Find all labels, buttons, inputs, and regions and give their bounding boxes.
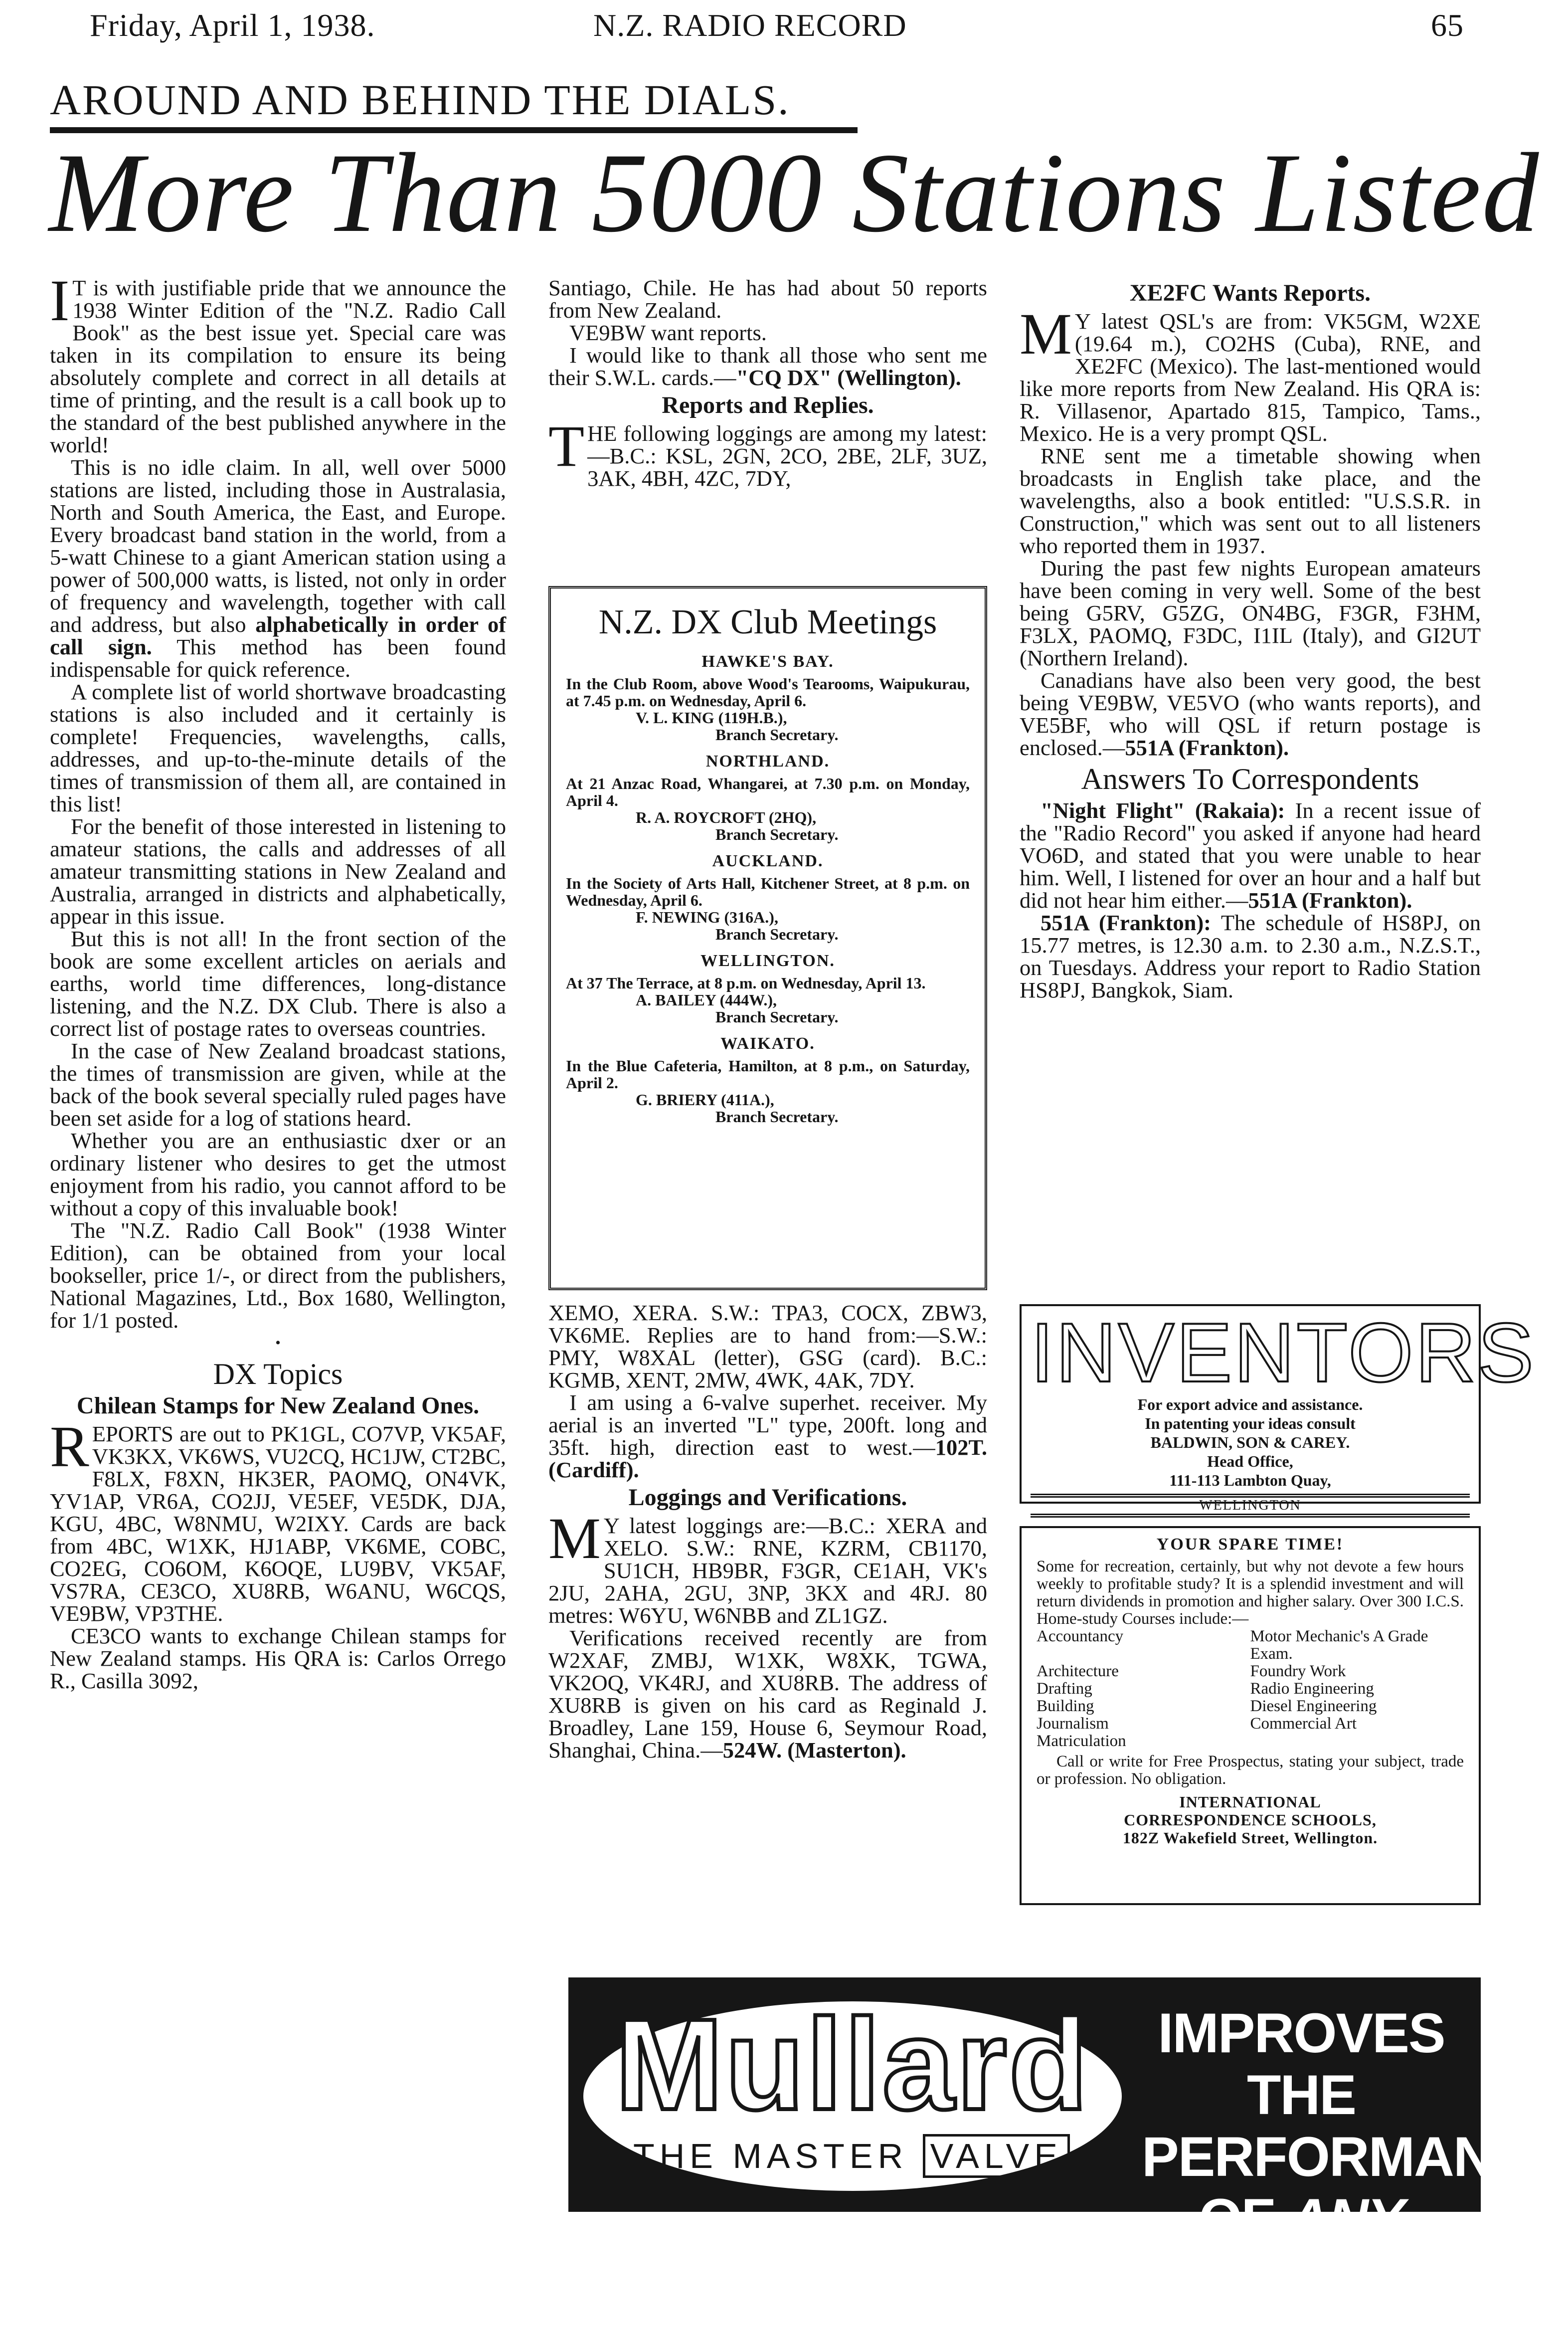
meeting-secretary: F. NEWING (316A.), <box>636 908 778 926</box>
meeting-hawkes-bay <box>566 652 970 743</box>
ad-title: INVENTORS <box>1031 1306 1536 1399</box>
course-item: Building <box>1037 1697 1094 1715</box>
mullard-slogan <box>1142 2002 1568 2312</box>
paragraph <box>50 456 506 681</box>
mullard-tagline <box>633 2136 1082 2176</box>
issue-date: Friday, April 1, 1938. <box>90 7 375 43</box>
meeting-secretary: R. A. ROYCROFT (2HQ), <box>636 808 817 826</box>
ad-city: WELLINGTON <box>1031 1494 1470 1518</box>
ad-line: In patenting your ideas consult <box>1145 1414 1356 1432</box>
box-title: N.Z. DX Club Meetings <box>598 603 937 641</box>
meeting-region: AUCKLAND. <box>712 852 824 870</box>
column-2-bottom <box>548 1302 987 1761</box>
dropcap: R <box>50 1414 89 1479</box>
dropcap: I <box>50 268 70 333</box>
meeting-region: HAWKE'S BAY. <box>701 652 834 671</box>
paragraph-bold: alphabetically in order of call sign. <box>50 612 507 659</box>
column-3 <box>1020 277 1481 1001</box>
meeting-secretary: A. BAILEY (444W.), <box>636 991 777 1009</box>
paragraph <box>1020 912 1481 1001</box>
meeting-wellington <box>566 952 970 1025</box>
paragraph-text: HE following loggings are among my latest:—B.C.: KSL, 2GN, 2CO, 2BE, 2LF, 3UZ, 3AK, 4BH, 4ZC, 7DY, <box>587 421 987 491</box>
mullard-ad <box>568 1977 1568 2312</box>
ad-office: Head Office, <box>1207 1452 1293 1470</box>
paragraph <box>548 413 987 491</box>
publication-name: N.Z. RADIO RECORD <box>593 7 907 43</box>
paragraph <box>50 1414 506 1626</box>
dropcap: M <box>1020 301 1072 367</box>
slogan-line: IMPROVES THE <box>1158 2002 1445 2126</box>
course-item: Radio Engineering <box>1250 1680 1374 1698</box>
ad-body: Some for recreation, certainly, but why not devote a few hours weekly to profitable study? It is a splendid investment and will return dividends in promotion and higher salary. Over 300 I.C.S. Home-study Courses include:— <box>1037 1558 1464 1628</box>
ad-call: Call or write for Free Prospectus, stating your subject, trade or profession. No obligation. <box>1037 1753 1464 1788</box>
slogan-word: ANY <box>1289 2187 1404 2250</box>
paragraph-text: In a recent issue of the "Radio Record" you asked if anyone had heard VO6D, and stated that you were unable to hear him. Well, I listened for over an hour and a half but did not hear him either.— <box>1020 798 1481 913</box>
course-item: Motor Mechanic's A Grade Exam. <box>1250 1627 1428 1663</box>
ad-firm: BALDWIN, SON & CAREY. <box>1150 1433 1350 1451</box>
headline: More Than 5000 Stations Listed <box>49 130 1540 256</box>
signature: "CQ DX" (Wellington). <box>736 365 961 390</box>
paragraph <box>548 1627 987 1761</box>
paragraph: In the case of New Zealand broadcast stations, the times of transmission are given, while at the back of the book several specially ruled pages have been set aside for a log of stations heard. <box>50 1038 506 1131</box>
slogan-word: OF <box>1199 2187 1274 2250</box>
column-1 <box>50 268 507 1693</box>
paragraph: XEMO, XERA. S.W.: TPA3, COCX, ZBW3, VK6ME. Replies are to hand from:—S.W.: PMY, W8XAL (letter), GSG (card). B.C.: KGMB, XENT, 2MW, 4WK, 4AK, 7DY. <box>548 1300 987 1392</box>
paragraph <box>548 344 987 389</box>
meeting-role: Branch Secretary. <box>715 1008 839 1026</box>
meeting-role: Branch Secretary. <box>715 925 839 943</box>
paragraph-text: Canadians have also been very good, the best being VE9BW, VE5VO (who wants reports), and VE5BF, who will QSL if return postage is enclosed.— <box>1020 668 1481 760</box>
slogan-line: PERFORMANCE <box>1142 2126 1568 2188</box>
signature: 551A (Frankton). <box>1125 735 1289 760</box>
paragraph <box>1020 301 1481 446</box>
course-item: Foundry Work <box>1250 1662 1346 1680</box>
paragraph: T is with justifiable pride that we announce the 1938 Winter Edition of the "N.Z. Radio Call Book" as the best issue yet. Special care was taken in its compilation to ensure its being absolutely complete and correct in all details at time of printing, and the result is a call book up to the standard of the best published anywhere in the world! <box>50 275 506 457</box>
paragraph-text: The schedule of HS8PJ, on 15.77 metres, is 12.30 a.m. to 2.30 a.m., N.Z.S.T., on Tuesdays. Address your report to Radio Station HS8PJ, Bangkok, Siam. <box>1020 910 1481 1002</box>
course-item: Matriculation <box>1037 1732 1126 1750</box>
paragraph-text: Verifications received recently are from W2XAF, ZMBJ, W1XK, W8XK, TGWA, VK2OQ, VK4RJ, and XU8RB. The address of XU8RB is given on his card as Reginald J. Broadley, Lane 159, House 6, Seymour Road, Shanghai, China.— <box>548 1625 987 1762</box>
paragraph <box>548 1391 987 1481</box>
column-2-top <box>548 277 987 490</box>
paragraph: During the past few nights European amateurs have been coming in very well. Some of the best being G5RV, G5ZG, ON4BG, F3GR, F3HM, F3LX, PAOMQ, F3DC, I1IL (Italy), and GI2UT (Northern Ireland). <box>1020 556 1481 670</box>
paragraph: The "N.Z. Radio Call Book" (1938 Winter Edition), can be obtained from your local bookseller, price 1/-, or direct from the publishers, National Magazines, Ltd., Box 1680, Wellington, for 1/1 posted. <box>50 1218 506 1333</box>
paragraph: Santiago, Chile. He has had about 50 reports from New Zealand. <box>548 275 987 323</box>
meeting-secretary: V. L. KING (119H.B.), <box>636 709 787 727</box>
course-item: Architecture <box>1037 1662 1119 1680</box>
ad-address: 182Z Wakefield Street, Wellington. <box>1122 1829 1378 1847</box>
section-subtitle: Loggings and Verifications. <box>628 1484 907 1511</box>
meeting-northland <box>566 752 970 843</box>
paragraph <box>548 1506 987 1628</box>
meeting-region: WELLINGTON. <box>700 952 835 970</box>
paragraph: A complete list of world shortwave broadcasting stations is also included and it certainly is complete! Frequencies, wavelengths, calls, addresses, and up-to-the-minute details of the times of transmission of them all, are contained in this list! <box>50 679 506 816</box>
course-item: Accountancy <box>1037 1627 1124 1645</box>
inventors-ad <box>1020 1304 1536 1513</box>
paragraph <box>1020 799 1481 912</box>
page-number: 65 <box>1431 7 1464 43</box>
dropcap: T <box>548 413 585 479</box>
meeting-secretary: G. BRIERY (411A.), <box>636 1091 774 1109</box>
meeting-role: Branch Secretary. <box>715 726 839 744</box>
section-title: Answers To Correspondents <box>1081 763 1419 795</box>
meeting-details: At 21 Anzac Road, Whangarei, at 7.30 p.m. on Monday, April 4. <box>566 775 970 809</box>
slogan-word: SET <box>1248 2249 1354 2312</box>
meeting-role: Branch Secretary. <box>715 825 839 843</box>
meeting-role: Branch Secretary. <box>715 1108 839 1126</box>
paragraph-text: This method has been found indispensable for quick reference. <box>50 634 506 682</box>
paragraph-text: EPORTS are out to PK1GL, CO7VP, VK5AF, VK3KX, VK6WS, VU2CQ, HC1JW, CT2BC, F8LX, F8XN, HK3ER, PAOMQ, ON4VK, YV1AP, VR6A, CO2JJ, VE5EF, VE5DK, DJA, KGU, 4BC, W8NMU, W2IXY. Cards are back from 4BC, W1XK, HJ1ABP, VK6ME, COBC, CO2EG, CO6OM, K6OQE, LU9BV, VK5AF, VS7RA, CE3CO, XU8RB, W6ANU, W6CQS, VE9BW, VP3THE. <box>50 1421 506 1626</box>
section-title: DX Topics <box>213 1358 343 1390</box>
meeting-waikato <box>566 1034 970 1125</box>
answer-lead: 551A (Frankton): <box>1041 910 1211 935</box>
paragraph-text: I am using a 6-valve superhet. receiver. My aerial is an inverted "L" type, 200ft. long and 35ft. high, direction east to west.— <box>548 1390 987 1460</box>
slogan-line <box>1142 2188 1461 2312</box>
paragraph-text: I would like to thank all those who sent me their S.W.L. cards.— <box>548 343 987 390</box>
meeting-region: NORTHLAND. <box>705 752 830 771</box>
meeting-details: In the Club Room, above Wood's Tearooms, Waipukurau, at 7.45 p.m. on Wednesday, April 6. <box>566 675 970 710</box>
signature: 551A (Frankton). <box>1248 888 1412 913</box>
meeting-details: In the Society of Arts Hall, Kitchener Street, at 8 p.m. on Wednesday, April 6. <box>566 874 970 909</box>
ad-line: For export advice and assistance. <box>1137 1395 1363 1413</box>
meeting-region: WAIKATO. <box>720 1034 815 1053</box>
course-item: Diesel Engineering <box>1250 1697 1377 1715</box>
meeting-details: In the Blue Cafeteria, Hamilton, at 8 p.m., on Saturday, April 2. <box>566 1057 970 1092</box>
section-subtitle: XE2FC Wants Reports. <box>1129 280 1371 306</box>
ad-org-line2: CORRESPONDENCE SCHOOLS, <box>1124 1811 1377 1829</box>
answer-lead: "Night Flight" (Rakaia): <box>1041 798 1285 823</box>
signature: 524W. (Masterton). <box>722 1738 906 1762</box>
meeting-details: At 37 The Terrace, at 8 p.m. on Wednesday, April 13. <box>566 974 926 992</box>
course-item: Drafting <box>1037 1680 1092 1698</box>
paragraph: Whether you are an enthusiastic dxer or an ordinary listener who desires to get the utmost enjoyment from his radio, you cannot afford to be without a copy of this invaluable book! <box>50 1128 506 1220</box>
dropcap: M <box>548 1506 601 1571</box>
paragraph: But this is not all! In the front section of the book are some excellent articles on aerials and earths, world time differences, long-distance listening, and the N.Z. DX Club. There is also a correct list of postage rates to overseas countries. <box>50 926 506 1041</box>
tagline-text: THE MASTER <box>633 2137 908 2175</box>
dx-club-meetings-box <box>548 586 987 1290</box>
paragraph: For the benefit of those interested in listening to amateur stations, the calls and addresses of all amateur transmitting stations in New Zealand and Australia, arranged in districts and alphabetically, appear in this issue. <box>50 814 506 929</box>
correspondence-schools-ad <box>1020 1526 1481 1905</box>
course-item: Commercial Art <box>1250 1715 1357 1733</box>
paragraph: RNE sent me a timetable showing when broadcasts in English take place, and the wavelengths, also a book entitled: "U.S.S.R. in Construction," which was sent out to all listeners who reported them in 1937. <box>1020 443 1481 558</box>
paragraph-text: This is no idle claim. In all, well over 5000 stations are listed, including those in Australasia, North and South America, the East, and Europe. Every broadcast band station in the world, from a 5-watt Chinese to a giant American station using a power of 500,000 watts, is listed, not only in order of frequency and wavelength, together with call and address, but also <box>50 455 506 637</box>
section-subtitle: Chilean Stamps for New Zealand Ones. <box>76 1392 480 1419</box>
tagline-valve: VALVE <box>923 2134 1070 2178</box>
article-intro <box>50 268 506 457</box>
paragraph-text: Y latest loggings are:—B.C.: XERA and XELO. S.W.: RNE, KZRM, CB1170, SU1CH, HB9BR, F3GR, CE1AH, VK's 2JU, 2AHA, 2GU, 3NP, 3KX and 4RJ. 80 metres: W6YU, W6NBB and ZL1GZ. <box>548 1513 987 1628</box>
section-kicker: AROUND AND BEHIND THE DIALS. <box>50 76 790 124</box>
ad-title: YOUR SPARE TIME! <box>1156 1535 1344 1554</box>
section-subtitle: Reports and Replies. <box>662 392 874 418</box>
course-item <box>1250 1733 1464 1750</box>
signature: 102T. (Cardiff). <box>548 1435 987 1482</box>
paragraph <box>1020 669 1481 759</box>
ad-address: 111-113 Lambton Quay, <box>1169 1471 1331 1489</box>
separator: • <box>275 1335 281 1351</box>
mullard-brand: Mullard <box>615 1992 1090 2137</box>
paragraph: VE9BW want reports. <box>569 320 767 345</box>
course-item: Journalism <box>1037 1715 1109 1733</box>
ad-org-line1: INTERNATIONAL <box>1179 1793 1321 1811</box>
paragraph-text: Y latest QSL's are from: VK5GM, W2XE (19.64 m.), CO2HS (Cuba), RNE, and XE2FC (Mexico). The last-mentioned would like more reports from New Zealand. His QRA is: R. Villasenor, Apartado 815, Tampico, Tams., Mexico. He is a very prompt QSL. <box>1020 309 1481 446</box>
paragraph: CE3CO wants to exchange Chilean stamps for New Zealand stamps. His QRA is: Carlos Orrego R., Casilla 3092, <box>50 1623 506 1693</box>
course-list <box>1037 1628 1464 1750</box>
meeting-auckland <box>566 852 970 943</box>
